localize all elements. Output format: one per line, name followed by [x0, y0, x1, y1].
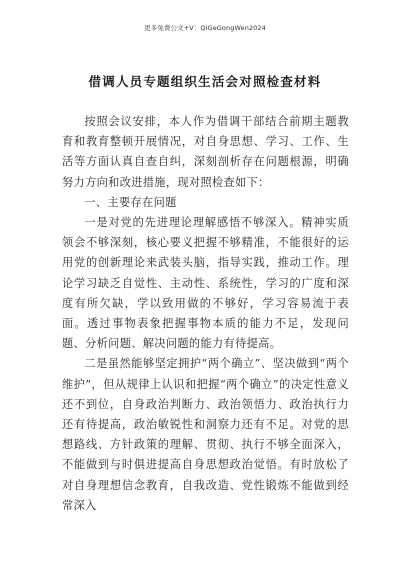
document-title: 借调人员专题组织生活会对照检查材料: [88, 74, 322, 89]
section-heading: 一、主要存在问题: [84, 195, 177, 209]
page-header-note: 更多免费公文+V：QiGeGongWen2024: [144, 24, 266, 32]
paragraph-1: 一是对党的先进理论理解感悟不够深入。精神实质领会不够深刻，核心要义把握不够精准，不能很好的运用党的创新理论来武装头脑，指导实践，推动工作。理论学习缺乏自觉性、主动性、系统性，学习的广度和深度有所欠缺，学以致用做的不够好，学习容易流于表面。透过事物表象把握事物本质的能力不足，发现问题、分析问题、解决问题的能力有待提高。: [62, 216, 349, 351]
paragraph-2: 二是虽然能够坚定拥护“两个确立”、坚决做到“两个维护”，但从规律上认识和把握“两个确立”的决定性意义还不到位，自身政治判断力、政治领悟力、政治执行力还有待提高，政治敏锐性和洞察力还有不足。对党的思想路线、方针政策的理解、贯彻、执行不够全面深入，不能做到与时俱进提高自身思想政治觉悟。有时放松了对自身理想信念教育，自我改造、党性锻炼不能做到经常深入: [62, 357, 349, 512]
document-body: [62, 112, 349, 516]
intro-paragraph: 按照会议安排，本人作为借调干部结合前期主题教育和教育整顿开展情况，对自身思想、学习、工作、生活等方面认真自查自纠，深刻剖析存在问题根源，明确努力方向和改进措施，现对照检查如下：: [62, 115, 349, 189]
